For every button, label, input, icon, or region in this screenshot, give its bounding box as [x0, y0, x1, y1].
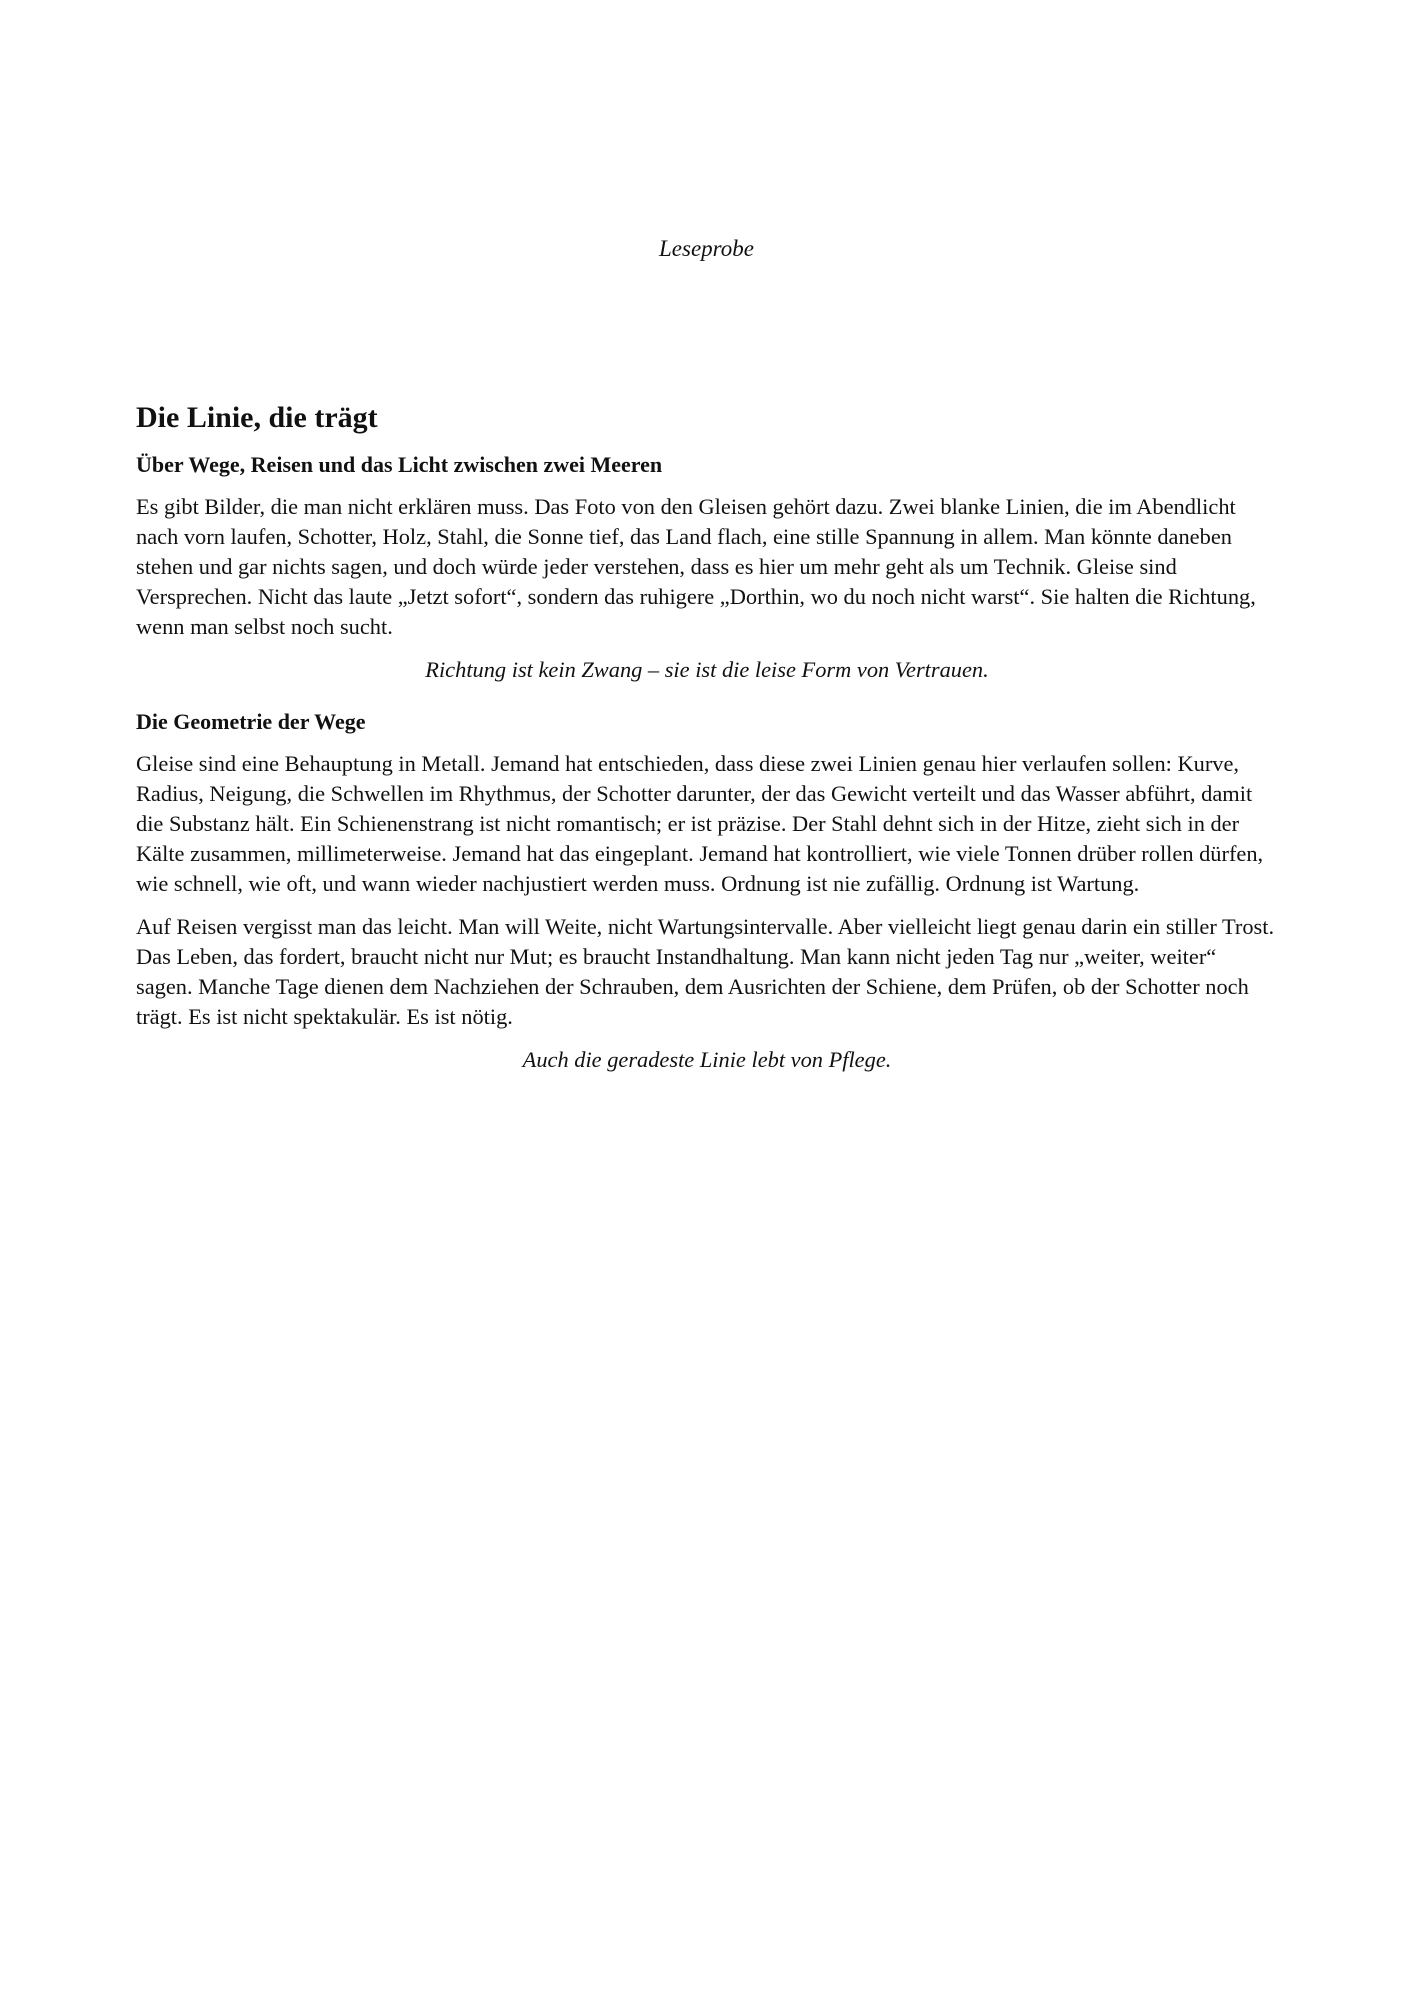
section-heading: Die Geometrie der Wege: [136, 709, 366, 734]
paragraph-geometry: Gleise sind eine Behauptung in Metall. Jemand hat entschieden, dass diese zwei Linien genau hier verlaufen sollen: Kurve, Radius, Neigung, die Schwellen im Rhythmus, der Schotter darunter, der das Gewicht verteilt und das Wasser abführt, damit die Substanz hält. Ein Schienenstrang ist nicht romantisch; er ist präzise. Der Stahl dehnt sich in der Hitze, zieht sich in der Kälte zusammen, millimeterweise. Jemand hat das eingeplant. Jemand hat kontrolliert, wie viele Tonnen drüber rollen dürfen, wie schnell, wie oft, und wann wieder nachjustiert werden muss. Ordnung ist nie zufällig. Ordnung ist Wartung.: [136, 751, 1264, 896]
paragraph-travel: Auf Reisen vergisst man das leicht. Man will Weite, nicht Wartungsintervalle. Aber vielleicht liegt genau darin ein stiller Trost. Das Leben, das fordert, braucht nicht nur Mut; es braucht Instandhaltung. Man kann nicht jeden Tag nur „weiter, weiter“ sagen. Manche Tage dienen dem Nachziehen der Schrauben, dem Ausrichten der Schiene, dem Prüfen, ob der Schotter noch trägt. Es ist nicht spektakulär. Es ist nötig.: [136, 914, 1275, 1029]
article-body: [136, 398, 1278, 1088]
pull-quote-2: Auch die geradeste Linie lebt von Pflege.: [522, 1047, 892, 1072]
intro-paragraph: Es gibt Bilder, die man nicht erklären muss. Das Foto von den Gleisen gehört dazu. Zwei blanke Linien, die im Abendlicht nach vorn laufen, Schotter, Holz, Stahl, die Sonne tief, das Land flach, eine stille Spannung in allem. Man könnte daneben stehen und gar nichts sagen, und doch würde jeder verstehen, dass es hier um mehr geht als um Technik. Gleise sind Versprechen. Nicht das laute „Jetzt sofort“, sondern das ruhigere „Dorthin, wo du noch nicht warst“. Sie halten die Richtung, wenn man selbst noch sucht.: [136, 494, 1256, 639]
pull-quote-1: Richtung ist kein Zwang – sie ist die leise Form von Vertrauen.: [425, 657, 989, 682]
article-title: Die Linie, die trägt: [136, 401, 378, 434]
article-subtitle: Über Wege, Reisen und das Licht zwischen zwei Meeren: [136, 452, 663, 477]
running-header: Leseprobe: [659, 236, 754, 261]
